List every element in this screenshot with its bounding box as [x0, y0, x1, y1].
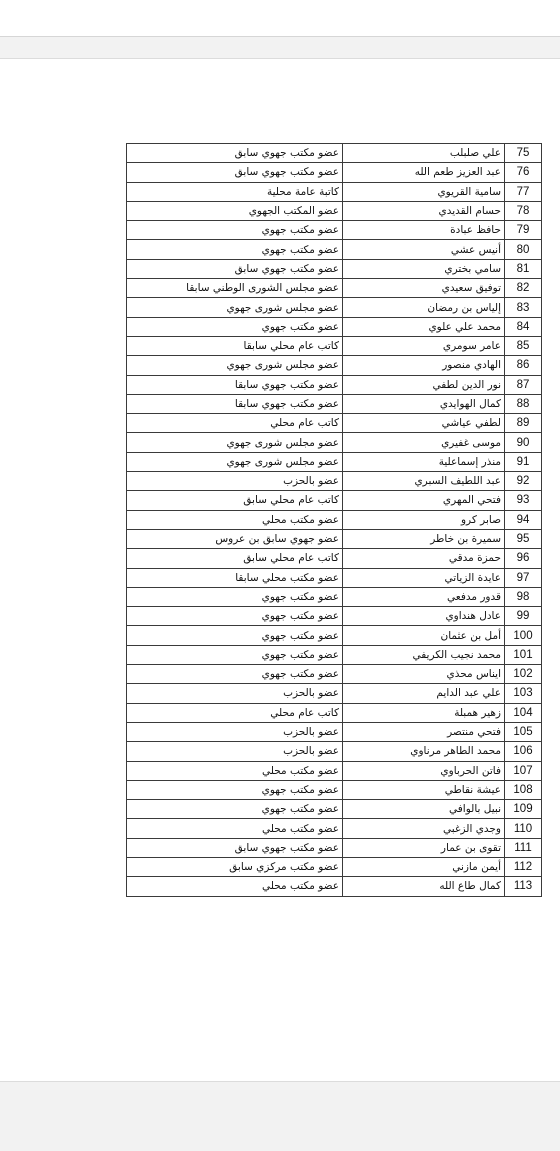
row-number: 80	[505, 240, 542, 259]
member-role: عضو مكتب جهوي سابق	[127, 259, 343, 278]
member-name: أنيس عشي	[343, 240, 505, 259]
member-role: عضو مكتب جهوي	[127, 221, 343, 240]
member-role: عضو مكتب جهوي	[127, 780, 343, 799]
table-row	[127, 838, 542, 857]
table-row	[127, 144, 542, 163]
table-row	[127, 163, 542, 182]
member-name: محمد الطاهر مرناوي	[343, 742, 505, 761]
table-row	[127, 761, 542, 780]
member-name: كمال طاع الله	[343, 877, 505, 896]
table-row	[127, 221, 542, 240]
member-role: عضو مجلس شورى جهوي	[127, 356, 343, 375]
table-row	[127, 529, 542, 548]
table-row	[127, 587, 542, 606]
row-number: 86	[505, 356, 542, 375]
table-row	[127, 568, 542, 587]
row-number: 103	[505, 684, 542, 703]
member-name: أمل بن عثمان	[343, 626, 505, 645]
member-role: عضو مكتب جهوي	[127, 800, 343, 819]
table-row	[127, 626, 542, 645]
member-role: عضو مكتب جهوي	[127, 665, 343, 684]
row-number: 100	[505, 626, 542, 645]
member-role: عضو مكتب محلي	[127, 819, 343, 838]
row-number: 87	[505, 375, 542, 394]
table-row	[127, 549, 542, 568]
member-role: كاتب عام محلي سابق	[127, 549, 343, 568]
table-row	[127, 742, 542, 761]
member-name: أيمن مازني	[343, 857, 505, 876]
row-number: 88	[505, 394, 542, 413]
table-row	[127, 472, 542, 491]
member-name: موسى غفيري	[343, 433, 505, 452]
row-number: 79	[505, 221, 542, 240]
table-row	[127, 857, 542, 876]
table-row	[127, 240, 542, 259]
member-name: سامي بختري	[343, 259, 505, 278]
row-number: 105	[505, 722, 542, 741]
member-name: تقوى بن عمار	[343, 838, 505, 857]
row-number: 89	[505, 414, 542, 433]
member-role: كاتب عام محلي سابقا	[127, 336, 343, 355]
table-row	[127, 877, 542, 896]
row-number: 81	[505, 259, 542, 278]
member-name: حمزة مدقي	[343, 549, 505, 568]
member-name: علي صلبلب	[343, 144, 505, 163]
table-row	[127, 375, 542, 394]
member-role: عضو مكتب جهوي سابق	[127, 163, 343, 182]
row-number: 111	[505, 838, 542, 857]
table-row	[127, 491, 542, 510]
row-number: 91	[505, 452, 542, 471]
member-role: عضو مجلس الشورى الوطني سابقا	[127, 279, 343, 298]
member-role: عضو مكتب جهوي سابقا	[127, 375, 343, 394]
member-name: قدور مدفعي	[343, 587, 505, 606]
member-role: عضو مكتب جهوي	[127, 626, 343, 645]
row-number: 109	[505, 800, 542, 819]
member-role: عضو مكتب جهوي	[127, 587, 343, 606]
table-row	[127, 665, 542, 684]
member-name: حافظ عبادة	[343, 221, 505, 240]
member-name: عادل هنداوي	[343, 607, 505, 626]
member-role: عضو مكتب جهوي	[127, 240, 343, 259]
row-number: 82	[505, 279, 542, 298]
member-role: عضو مكتب جهوي	[127, 317, 343, 336]
row-number: 92	[505, 472, 542, 491]
table-row	[127, 510, 542, 529]
row-number: 76	[505, 163, 542, 182]
member-name: عايدة الزياتي	[343, 568, 505, 587]
member-name: حسام القديدي	[343, 201, 505, 220]
member-name: كمال الهوايدي	[343, 394, 505, 413]
member-role: عضو مكتب جهوي سابق	[127, 838, 343, 857]
table-row	[127, 298, 542, 317]
row-number: 108	[505, 780, 542, 799]
member-role: عضو المكتب الجهوي	[127, 201, 343, 220]
member-name: عيشة نقاطي	[343, 780, 505, 799]
row-number: 84	[505, 317, 542, 336]
member-name: عامر سومري	[343, 336, 505, 355]
row-number: 75	[505, 144, 542, 163]
member-role: عضو مجلس شورى جهوي	[127, 433, 343, 452]
member-name: فتحي منتصر	[343, 722, 505, 741]
table-row	[127, 336, 542, 355]
member-name: إلياس بن رمضان	[343, 298, 505, 317]
member-role: كاتب عام محلي سابق	[127, 491, 343, 510]
table-row	[127, 684, 542, 703]
table-row	[127, 452, 542, 471]
member-name: علي عبد الدايم	[343, 684, 505, 703]
table-row	[127, 607, 542, 626]
table-row	[127, 182, 542, 201]
member-name: وجدي الزغبي	[343, 819, 505, 838]
member-role: عضو مكتب محلي	[127, 510, 343, 529]
member-role: عضو بالحزب	[127, 472, 343, 491]
table-row	[127, 819, 542, 838]
member-role: عضو مكتب جهوي سابقا	[127, 394, 343, 413]
row-number: 94	[505, 510, 542, 529]
member-name: محمد نجيب الكريفي	[343, 645, 505, 664]
row-number: 112	[505, 857, 542, 876]
member-role: عضو مجلس شورى جهوي	[127, 452, 343, 471]
row-number: 110	[505, 819, 542, 838]
member-role: عضو مكتب جهوي	[127, 607, 343, 626]
member-role: كاتب عام محلي	[127, 703, 343, 722]
member-name: توفيق سعيدي	[343, 279, 505, 298]
table-row	[127, 394, 542, 413]
member-role: عضو مكتب محلي سابقا	[127, 568, 343, 587]
row-number: 83	[505, 298, 542, 317]
table-row	[127, 317, 542, 336]
table-row	[127, 279, 542, 298]
table-row	[127, 722, 542, 741]
row-number: 107	[505, 761, 542, 780]
members-table-body	[127, 144, 542, 897]
member-role: عضو مكتب محلي	[127, 877, 343, 896]
table-row	[127, 800, 542, 819]
viewer-top-bar	[0, 0, 560, 37]
table-row	[127, 356, 542, 375]
row-number: 97	[505, 568, 542, 587]
table-row	[127, 433, 542, 452]
member-name: عبد اللطيف السبري	[343, 472, 505, 491]
row-number: 102	[505, 665, 542, 684]
member-role: كاتبة عامة محلية	[127, 182, 343, 201]
member-role: عضو بالحزب	[127, 722, 343, 741]
table-row	[127, 780, 542, 799]
member-role: عضو مكتب مركزي سابق	[127, 857, 343, 876]
member-role: عضو بالحزب	[127, 742, 343, 761]
table-row	[127, 645, 542, 664]
row-number: 96	[505, 549, 542, 568]
member-name: الهادي منصور	[343, 356, 505, 375]
table-row	[127, 259, 542, 278]
row-number: 101	[505, 645, 542, 664]
row-number: 99	[505, 607, 542, 626]
row-number: 93	[505, 491, 542, 510]
member-role: عضو مكتب جهوي	[127, 645, 343, 664]
row-number: 98	[505, 587, 542, 606]
row-number: 77	[505, 182, 542, 201]
document-page	[0, 58, 560, 1082]
member-name: فتحي المهري	[343, 491, 505, 510]
table-row	[127, 414, 542, 433]
member-role: عضو بالحزب	[127, 684, 343, 703]
row-number: 90	[505, 433, 542, 452]
member-name: ايناس محذي	[343, 665, 505, 684]
member-name: زهير همبلة	[343, 703, 505, 722]
row-number: 104	[505, 703, 542, 722]
member-role: عضو مجلس شورى جهوي	[127, 298, 343, 317]
member-name: صابر كرو	[343, 510, 505, 529]
row-number: 85	[505, 336, 542, 355]
member-name: نبيل بالوافي	[343, 800, 505, 819]
member-name: لطفي عياشي	[343, 414, 505, 433]
member-name: سميرة بن خاطر	[343, 529, 505, 548]
member-role: كاتب عام محلي	[127, 414, 343, 433]
member-name: سامية القريوي	[343, 182, 505, 201]
row-number: 113	[505, 877, 542, 896]
table-row	[127, 201, 542, 220]
member-role: عضو مكتب جهوي سابق	[127, 144, 343, 163]
member-name: نور الدين لطفي	[343, 375, 505, 394]
member-role: عضو جهوي سابق بن عروس	[127, 529, 343, 548]
row-number: 78	[505, 201, 542, 220]
row-number: 106	[505, 742, 542, 761]
member-name: منذر إسماعلية	[343, 452, 505, 471]
row-number: 95	[505, 529, 542, 548]
table-row	[127, 703, 542, 722]
members-table	[126, 143, 542, 897]
member-name: محمد علي علوي	[343, 317, 505, 336]
member-name: عبد العزيز طعم الله	[343, 163, 505, 182]
member-role: عضو مكتب محلي	[127, 761, 343, 780]
member-name: فاتن الحرباوي	[343, 761, 505, 780]
